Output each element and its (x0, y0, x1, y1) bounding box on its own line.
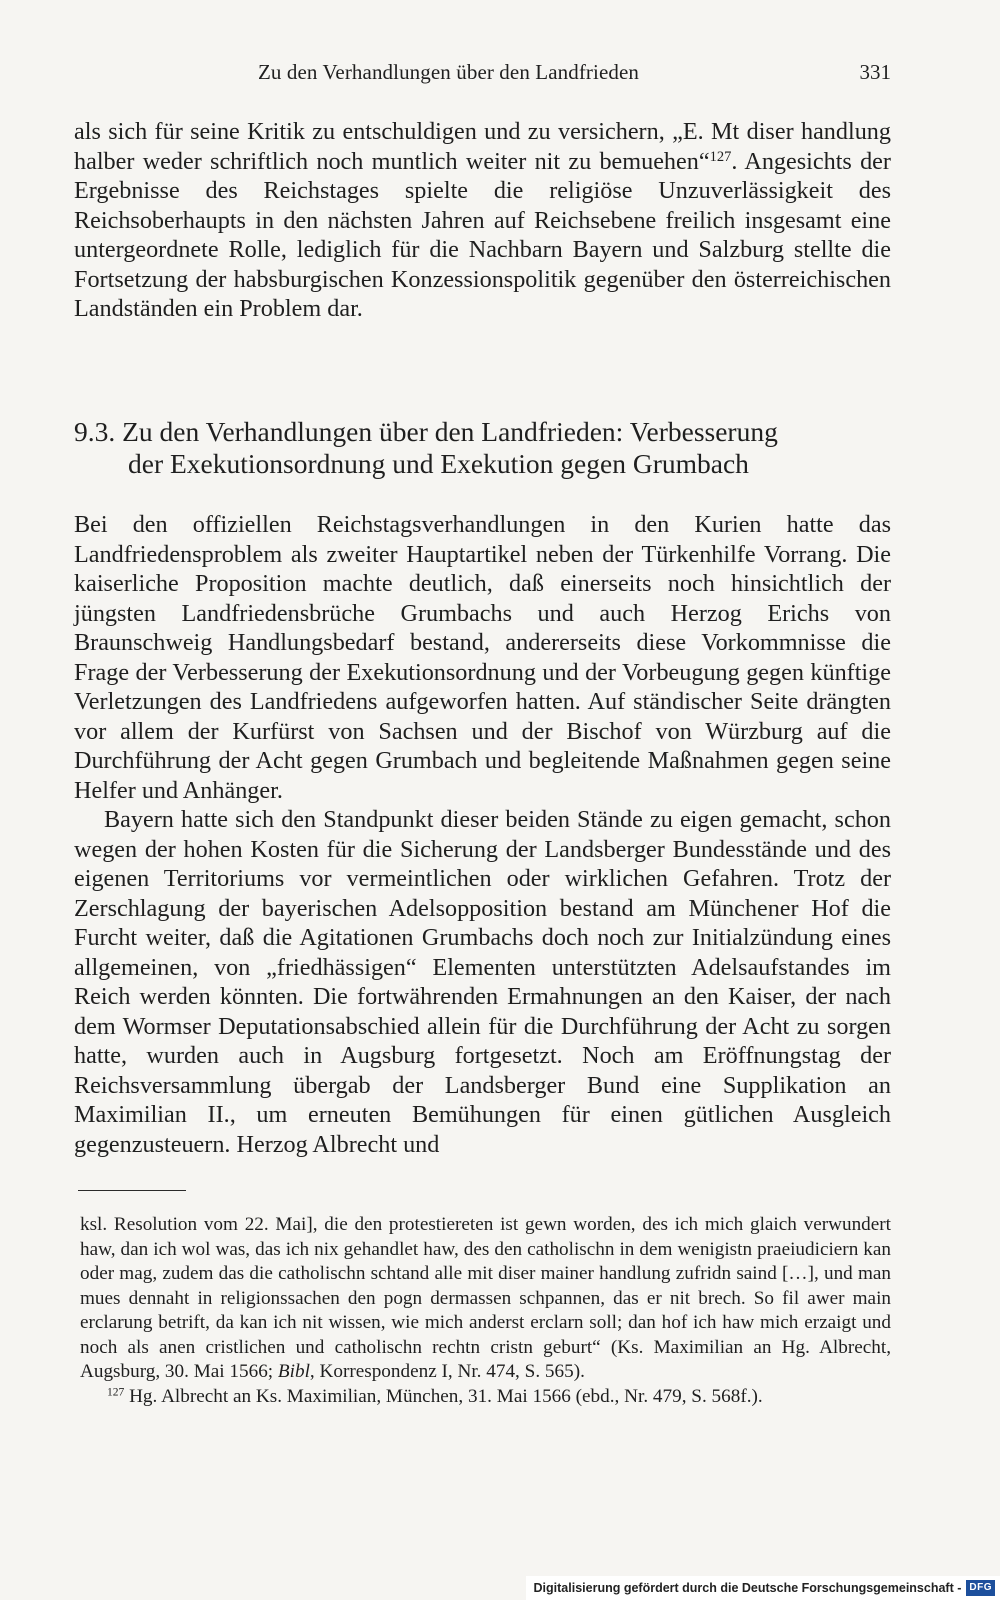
footnote-127 (80, 1385, 891, 1410)
section-body (74, 510, 891, 1159)
page-number: 331 (859, 60, 891, 84)
footnote-cont-italic: Bibl (277, 1361, 310, 1382)
dfg-logo: DFG (966, 1580, 995, 1596)
footnotes (80, 1213, 891, 1409)
footnote-127-text: Hg. Albrecht an Ks. Maximilian, München, 31. Mai 1566 (ebd., Nr. 479, S. 568f.). (124, 1385, 763, 1407)
running-head-title: Zu den Verhandlungen über den Landfrieden (258, 60, 639, 84)
footnote-ref-127[interactable]: 127 (709, 148, 732, 165)
opening-text-part1: als sich für seine Kritik zu entschuldigen und zu versichern, „E. Mt diser handlung halber weder schriftlich noch muntlich weiter nit zu bemuehen“ (74, 118, 891, 175)
footnote-cont-part2: , Korrespondenz I, Nr. 474, S. 565). (309, 1361, 585, 1382)
footnote-cont-part1: ksl. Resolution vom 22. Mai], die den protestiereten ist gewn worden, des ich mich glaich verwundert haw, dan ich wol was, das ich nix gehandlet haw, des den catholischn in dem wenigistn praeiudiciern kan oder mag, zudem das die catholischn schtand alle mit diser mainer handlung zufridn saind […], und man mues dennaht in religionssachen den pogn dermassen schpannen, das er nit brech. So fil awer main erclarung betrift, da kan ich nit wissen, wie mich anderst erclarn soll; dan hof ich haw mich erzaigt und noch als anen cristlichen und catholischn rechtn cristn geburt“ (Ks. Maximilian an Hg. Albrecht, Augsburg, 30. Mai 1566; (80, 1214, 891, 1382)
footnote-127-number: 127 (107, 1386, 125, 1399)
section-heading-line-1: 9.3. Zu den Verhandlungen über den Landfrieden: Verbesserung (74, 416, 778, 447)
footnote-continuation (80, 1213, 891, 1385)
opening-paragraph (74, 117, 891, 324)
running-head (74, 57, 891, 87)
digitization-banner (526, 1576, 1000, 1600)
footnote-rule (78, 1190, 186, 1191)
body-paragraph-1: Bei den offiziellen Reichstagsverhandlungen in den Kurien hatte das Landfriedensproblem als zweiter Hauptartikel neben der Türkenhilfe Vorrang. Die kaiserliche Proposition machte deutlich, daß einerseits noch hinsichtlich der jüngsten Landfriedensbrüche Grumbachs und auch Herzog Erichs von Braunschweig Handlungsbedarf bestand, andererseits diese Vorkommnisse die Frage der Verbesserung der Exekutionsordnung und der Vorbeugung gegen künftige Verletzungen des Landfriedens aufgeworfen hatten. Auf ständischer Seite drängten vor allem der Kurfürst von Sachsen und der Bischof von Würzburg auf die Durchführung der Acht gegen Grumbach und begleitende Maßnahmen gegen seine Helfer und Anhänger. (74, 511, 891, 804)
opening-text-part2: . Angesichts der Ergebnisse des Reichstages spielte die religiöse Unzuverlässigkeit des Reichsoberhaupts in den nächsten Jahren auf Reichsebene freilich insgesamt eine untergeordnete Rolle, lediglich für die Nachbarn Bayern und Salzburg stellte die Fortsetzung der habsburgischen Konzessionspolitik gegenüber den österreichischen Landständen ein Problem dar. (74, 147, 891, 322)
section-heading-line-2: der Exekutionsordnung und Exekution gegen Grumbach (128, 448, 749, 479)
section-heading (74, 416, 891, 480)
body-paragraph-2: Bayern hatte sich den Standpunkt dieser beiden Stände zu eigen gemacht, schon wegen der hohen Kosten für die Sicherung der Landsberger Bundesstände und des eigenen Territoriums vor vermeintlichen oder wirklichen Gefahren. Trotz der Zerschlagung der bayerischen Adelsopposition bestand am Münchener Hof die Furcht weiter, daß die Agitationen Grumbachs doch noch zur Initialzündung eines allgemeinen, von „friedhässigen“ Elementen unterstützten Adelsaufstandes im Reich werden könnten. Die fortwährenden Ermahnungen an den Kaiser, der nach dem Wormser Deputationsabschied allein für die Durchführung der Acht zu sorgen hatte, wurden auch in Augsburg fortgesetzt. Noch am Eröffnungstag der Reichsversammlung übergab der Landsberger Bund eine Supplikation an Maximilian II., um erneuten Bemühungen für einen gütlichen Ausgleich gegenzusteuern. Herzog Albrecht und (74, 806, 891, 1158)
banner-text: Digitalisierung gefördert durch die Deutsche Forschungsgemeinschaft - (533, 1581, 962, 1595)
